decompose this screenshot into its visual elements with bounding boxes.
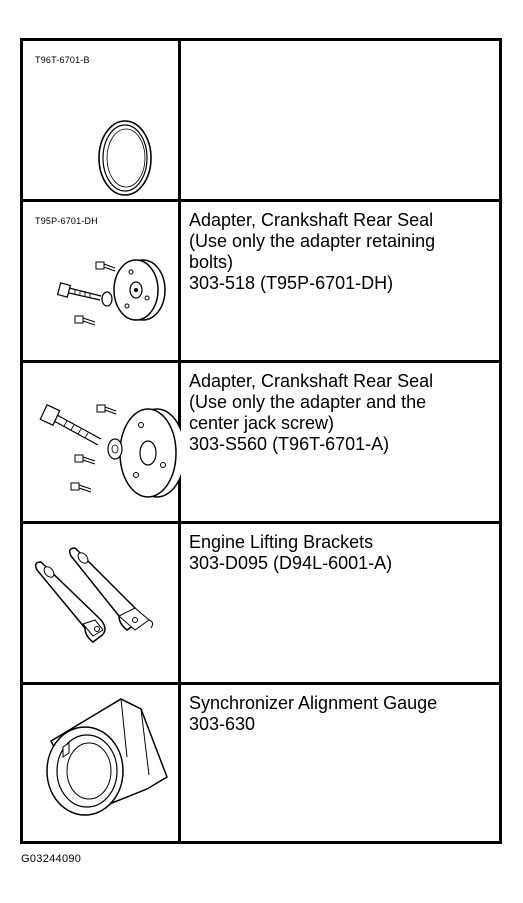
seal-adapter-jack-screw-icon: [23, 363, 181, 521]
tool-image-cell: [23, 524, 181, 682]
description-line: 303-S560 (T96T-6701-A): [189, 434, 390, 454]
tool-row-alignment-gauge: [23, 685, 499, 843]
tool-description: [189, 532, 489, 574]
tool-image-cell: [23, 363, 181, 521]
tool-description: [189, 210, 489, 294]
description-line: (Use only the adapter and the: [189, 392, 427, 412]
seal-ring-icon: [23, 41, 181, 199]
tool-row-adapter-bolts: [23, 202, 499, 363]
description-line: Synchronizer Alignment Gauge: [189, 693, 438, 713]
tool-image-cell: [23, 41, 181, 199]
description-line: 303-518 (T95P-6701-DH): [189, 273, 394, 293]
tool-row-adapter-jack-screw: [23, 363, 499, 524]
lifting-brackets-icon: [23, 524, 181, 682]
alignment-gauge-icon: [23, 685, 181, 843]
part-label: T95P-6701-DH: [35, 216, 98, 226]
part-label: T96T-6701-B: [35, 55, 90, 65]
seal-adapter-bolts-icon: [23, 202, 181, 360]
tool-image-cell: [23, 202, 181, 360]
description-line: (Use only the adapter retaining: [189, 231, 436, 251]
tool-row-lifting-brackets: [23, 524, 499, 685]
description-line: 303-D095 (D94L-6001-A): [189, 553, 393, 573]
tool-image-cell: [23, 685, 181, 843]
description-line: center jack screw): [189, 413, 335, 433]
figure-id: G03244090: [21, 853, 82, 865]
tool-description: [189, 371, 489, 455]
tool-description: [189, 693, 489, 735]
description-line: 303-630: [189, 714, 256, 734]
description-line: bolts): [189, 252, 234, 272]
tool-row-seal-ring: [23, 41, 499, 202]
description-line: Engine Lifting Brackets: [189, 532, 374, 552]
description-line: Adapter, Crankshaft Rear Seal: [189, 371, 434, 391]
description-line: Adapter, Crankshaft Rear Seal: [189, 210, 434, 230]
special-tools-table: [20, 38, 502, 844]
